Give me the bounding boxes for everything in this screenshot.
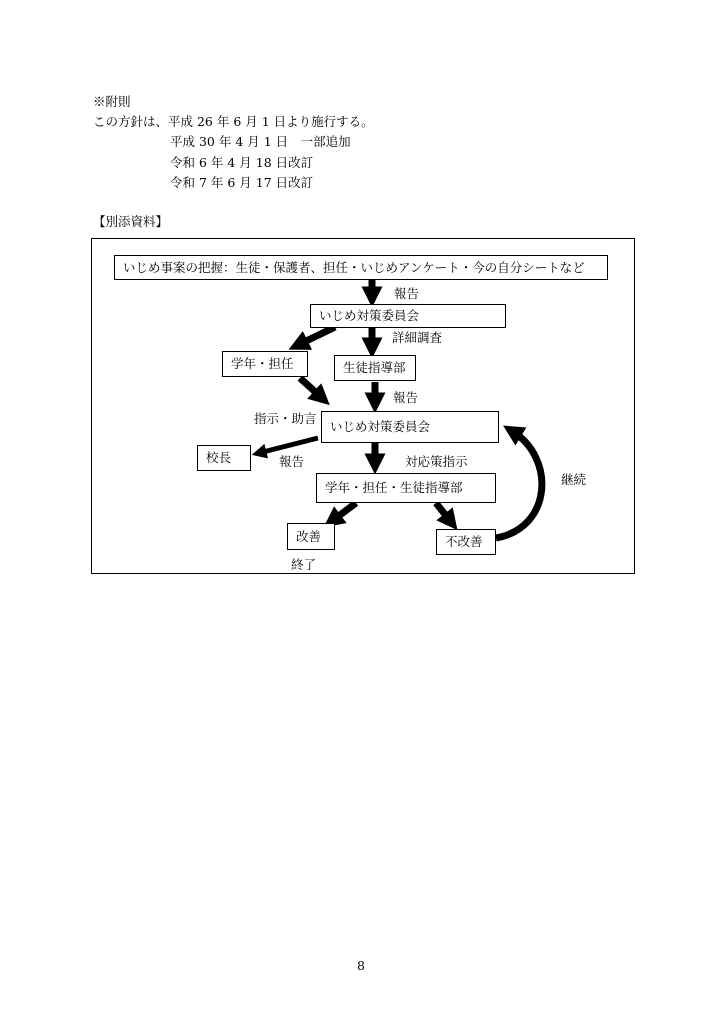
box-grade-all: 学年・担任・生徒指導部 [316,473,496,503]
attachment-title: 【別添資料】 [93,214,169,229]
label-report-2: 報告 [393,390,419,405]
label-continue: 継続 [561,472,587,487]
arrow-continue-loop [496,431,542,538]
box-awareness: いじめ事案の把握：生徒・保護者、担任・いじめアンケート・今の自分シートなど [114,255,608,280]
box-improved: 改善 [287,523,335,550]
supplement-line-4: 令和 7 年 6 月 17 日改訂 [170,175,314,190]
box-not-improved: 不改善 [436,529,496,555]
supplement-line-3: 令和 6 年 4 月 18 日改訂 [170,155,314,170]
label-detail-investigation: 詳細調査 [392,330,443,345]
supplement-line-2: 平成 30 年 4 月 1 日 一部追加 [170,134,351,149]
arrow-gradeall-to-improved [332,503,356,521]
label-measure: 対応策指示 [405,454,468,469]
page-number: 8 [357,958,365,973]
label-report-1: 報告 [394,286,420,301]
label-advice: 指示・助言 [254,411,317,426]
arrow-gradeall-to-notimproved [436,503,451,522]
label-report-3: 報告 [279,454,305,469]
box-principal: 校長 [197,445,251,471]
box-guidance: 生徒指導部 [334,355,416,381]
label-end: 終了 [291,557,317,572]
box-committee-2: いじめ対策委員会 [321,411,499,443]
box-grade-teacher: 学年・担任 [222,351,308,377]
arrow-committee-to-grade [298,327,335,345]
arrow-committee2-to-principal [259,438,318,453]
supplement-line-1: この方針は、平成 26 年 6 月 1 日より施行する。 [93,114,374,129]
arrow-grade-to-committee2 [300,378,322,398]
supplement-heading: ※附則 [93,94,131,109]
box-committee-1: いじめ対策委員会 [310,304,506,328]
